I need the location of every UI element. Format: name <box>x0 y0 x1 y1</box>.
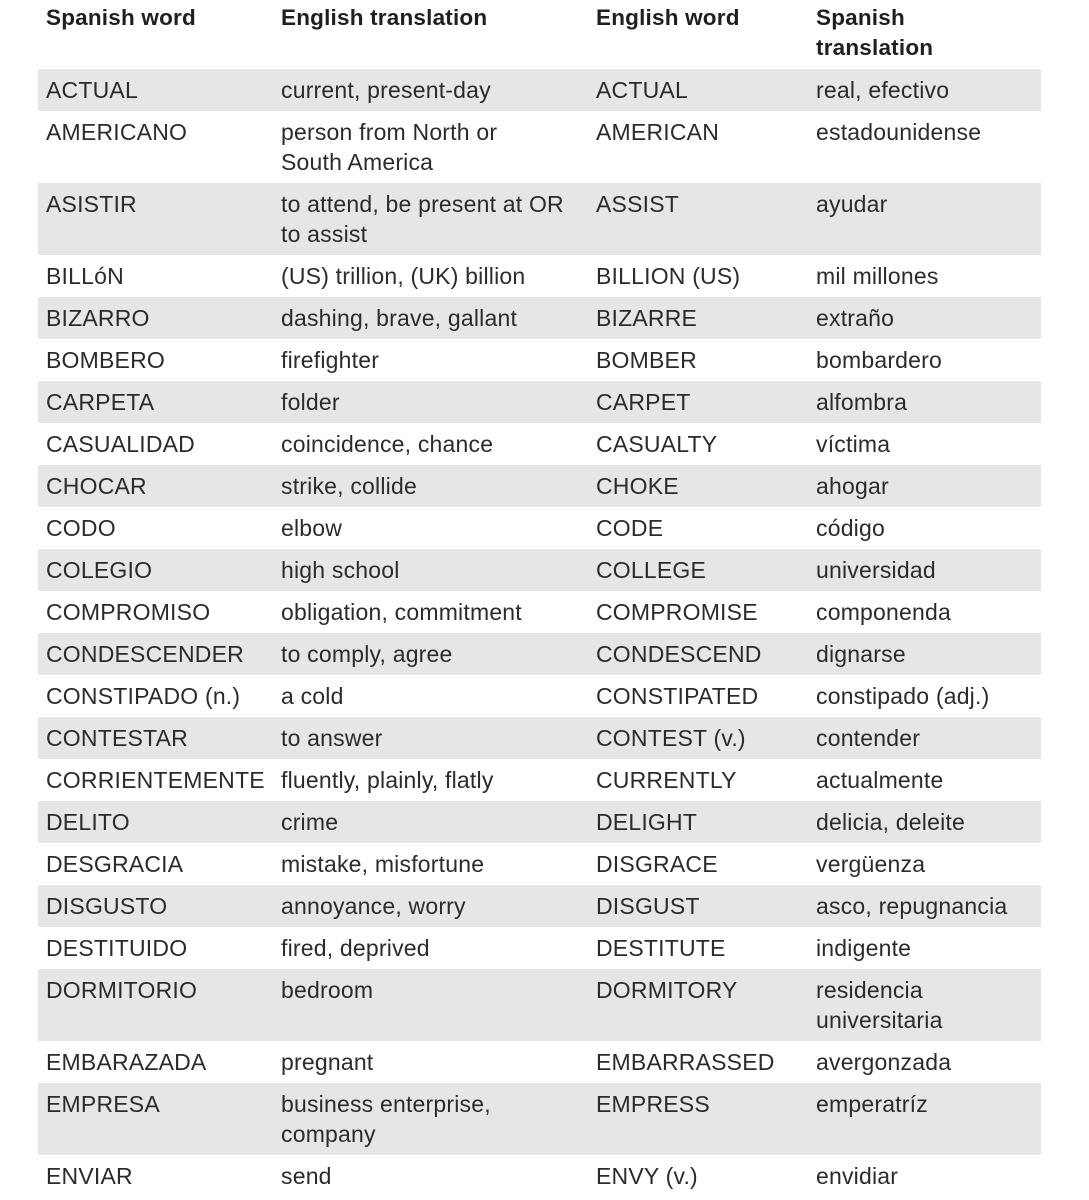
header-spanish-translation <box>808 0 1041 69</box>
cell-spanish-word <box>38 591 273 633</box>
cell-text: componenda <box>816 599 951 625</box>
cell-text: emperatríz <box>816 1091 928 1117</box>
cell-text: DORMITORIO <box>46 977 198 1003</box>
cell-english-translation <box>273 969 588 1041</box>
cell-text: DISGUSTO <box>46 893 168 919</box>
cell-text: DISGUST <box>596 893 700 919</box>
cell-text: ACTUAL <box>596 77 688 103</box>
cell-text: ASISTIR <box>46 191 137 217</box>
cell-text: alfombra <box>816 389 908 415</box>
cell-english-word <box>588 1155 808 1197</box>
cell-spanish-word <box>38 69 273 111</box>
cell-spanish-word <box>38 717 273 759</box>
cell-text: estadounidense <box>816 119 982 145</box>
cell-text: BIZARRO <box>46 305 150 331</box>
table-row <box>38 423 1041 465</box>
cell-english-translation <box>273 801 588 843</box>
cell-text: to assist <box>281 221 368 247</box>
cell-english-word <box>588 423 808 465</box>
cell-english-translation <box>273 255 588 297</box>
cell-spanish-translation <box>808 381 1041 423</box>
cell-text: fired, deprived <box>281 935 430 961</box>
cell-spanish-translation <box>808 759 1041 801</box>
cell-text: bombardero <box>816 347 943 373</box>
cell-spanish-word <box>38 843 273 885</box>
table-row <box>38 969 1041 1041</box>
cell-english-word <box>588 465 808 507</box>
table-row <box>38 69 1041 111</box>
cell-english-word <box>588 69 808 111</box>
cell-spanish-word <box>38 423 273 465</box>
cell-english-translation <box>273 633 588 675</box>
cell-spanish-translation <box>808 111 1041 183</box>
cell-text: CONSTIPADO (n.) <box>46 683 241 709</box>
table-row <box>38 1041 1041 1083</box>
cell-spanish-translation <box>808 465 1041 507</box>
cell-text: current, present-day <box>281 77 491 103</box>
table-row <box>38 801 1041 843</box>
cell-spanish-translation <box>808 927 1041 969</box>
header-spanish-word <box>38 0 273 69</box>
cell-text: mil millones <box>816 263 939 289</box>
cell-text: DESTITUIDO <box>46 935 188 961</box>
cell-spanish-word <box>38 801 273 843</box>
cell-text: CONDESCEND <box>596 641 762 667</box>
cell-text: BOMBERO <box>46 347 165 373</box>
cell-spanish-word <box>38 927 273 969</box>
cell-english-word <box>588 759 808 801</box>
cell-text: CURRENTLY <box>596 767 737 793</box>
cell-english-word <box>588 1083 808 1155</box>
header-english-translation <box>273 0 588 69</box>
cell-text: AMERICANO <box>46 119 188 145</box>
cell-spanish-translation <box>808 675 1041 717</box>
cell-text: COMPROMISO <box>46 599 211 625</box>
cell-spanish-translation <box>808 1041 1041 1083</box>
cell-english-translation <box>273 339 588 381</box>
cell-text: universidad <box>816 557 936 583</box>
cell-spanish-translation <box>808 801 1041 843</box>
cell-english-word <box>588 1041 808 1083</box>
cell-spanish-translation <box>808 843 1041 885</box>
cell-english-word <box>588 339 808 381</box>
cell-text: to comply, agree <box>281 641 453 667</box>
table-row <box>38 111 1041 183</box>
cell-text: CORRIENTEMENTE <box>46 767 265 793</box>
cell-english-translation <box>273 927 588 969</box>
cell-english-word <box>588 675 808 717</box>
cell-text: BILLION (US) <box>596 263 741 289</box>
cell-spanish-word <box>38 759 273 801</box>
cell-english-word <box>588 255 808 297</box>
cell-english-translation <box>273 111 588 183</box>
cell-text: person from North or <box>281 119 498 145</box>
cell-english-word <box>588 507 808 549</box>
cell-english-translation <box>273 843 588 885</box>
table-row <box>38 927 1041 969</box>
table-body <box>38 69 1041 1197</box>
cell-text: DELITO <box>46 809 130 835</box>
cell-spanish-translation <box>808 549 1041 591</box>
cell-english-translation <box>273 69 588 111</box>
cell-text: CARPET <box>596 389 691 415</box>
table-row <box>38 465 1041 507</box>
cell-text: COLLEGE <box>596 557 707 583</box>
cell-english-word <box>588 801 808 843</box>
cell-english-translation <box>273 591 588 633</box>
cell-english-translation <box>273 381 588 423</box>
cell-spanish-word <box>38 381 273 423</box>
table-row <box>38 591 1041 633</box>
cell-text: real, efectivo <box>816 77 950 103</box>
table-row <box>38 843 1041 885</box>
cell-english-word <box>588 549 808 591</box>
cell-text: fluently, plainly, flatly <box>281 767 494 793</box>
cell-english-word <box>588 633 808 675</box>
cell-english-word <box>588 969 808 1041</box>
cell-text: ayudar <box>816 191 888 217</box>
cell-spanish-translation <box>808 885 1041 927</box>
table-row <box>38 381 1041 423</box>
cell-text: a cold <box>281 683 344 709</box>
cell-spanish-word <box>38 183 273 255</box>
table-row <box>38 885 1041 927</box>
header-label: translation <box>816 35 934 60</box>
cell-english-word <box>588 111 808 183</box>
cell-text: CONTESTAR <box>46 725 188 751</box>
cell-text: CONTEST (v.) <box>596 725 746 751</box>
cell-text: asco, repugnancia <box>816 893 1008 919</box>
cell-text: envidiar <box>816 1163 899 1189</box>
cell-spanish-word <box>38 255 273 297</box>
cell-text: víctima <box>816 431 891 457</box>
cell-spanish-word <box>38 969 273 1041</box>
cell-text: COLEGIO <box>46 557 153 583</box>
false-friends-table <box>38 0 1041 1197</box>
cell-text: CONSTIPATED <box>596 683 759 709</box>
cell-text: CONDESCENDER <box>46 641 244 667</box>
cell-text: constipado (adj.) <box>816 683 990 709</box>
cell-text: obligation, commitment <box>281 599 522 625</box>
header-label: English translation <box>281 5 488 30</box>
table-row <box>38 297 1041 339</box>
cell-text: bedroom <box>281 977 374 1003</box>
cell-text: ENVIAR <box>46 1163 133 1189</box>
cell-text: ACTUAL <box>46 77 138 103</box>
cell-spanish-translation <box>808 255 1041 297</box>
cell-text: elbow <box>281 515 343 541</box>
cell-text: indigente <box>816 935 912 961</box>
cell-spanish-translation <box>808 1083 1041 1155</box>
cell-english-translation <box>273 1155 588 1197</box>
cell-english-translation <box>273 507 588 549</box>
cell-text: universitaria <box>816 1007 943 1033</box>
cell-text: mistake, misfortune <box>281 851 485 877</box>
table-row <box>38 183 1041 255</box>
cell-text: avergonzada <box>816 1049 952 1075</box>
cell-spanish-translation <box>808 69 1041 111</box>
cell-spanish-word <box>38 675 273 717</box>
cell-text: EMBARRASSED <box>596 1049 775 1075</box>
cell-spanish-word <box>38 549 273 591</box>
cell-english-word <box>588 885 808 927</box>
table-row <box>38 549 1041 591</box>
table-row <box>38 633 1041 675</box>
cell-spanish-word <box>38 507 273 549</box>
header-label: English word <box>596 5 740 30</box>
cell-spanish-word <box>38 465 273 507</box>
cell-english-word <box>588 927 808 969</box>
cell-text: DORMITORY <box>596 977 738 1003</box>
cell-spanish-translation <box>808 423 1041 465</box>
cell-spanish-translation <box>808 183 1041 255</box>
cell-text: CODO <box>46 515 116 541</box>
cell-text: delicia, deleite <box>816 809 965 835</box>
cell-spanish-word <box>38 633 273 675</box>
cell-spanish-translation <box>808 717 1041 759</box>
table-row <box>38 675 1041 717</box>
cell-text: BILLóN <box>46 263 124 289</box>
cell-text: BOMBER <box>596 347 697 373</box>
cell-text: company <box>281 1121 376 1147</box>
cell-text: dignarse <box>816 641 906 667</box>
cell-text: ENVY (v.) <box>596 1163 698 1189</box>
cell-english-word <box>588 297 808 339</box>
cell-spanish-word <box>38 885 273 927</box>
cell-english-word <box>588 183 808 255</box>
cell-text: AMERICAN <box>596 119 720 145</box>
cell-spanish-word <box>38 297 273 339</box>
cell-text: código <box>816 515 885 541</box>
cell-text: CASUALTY <box>596 431 718 457</box>
cell-text: crime <box>281 809 339 835</box>
cell-spanish-word <box>38 111 273 183</box>
header-english-word <box>588 0 808 69</box>
cell-english-translation <box>273 549 588 591</box>
cell-spanish-translation <box>808 633 1041 675</box>
cell-text: business enterprise, <box>281 1091 491 1117</box>
cell-text: ahogar <box>816 473 889 499</box>
cell-text: contender <box>816 725 921 751</box>
cell-text: South America <box>281 149 434 175</box>
cell-text: coincidence, chance <box>281 431 494 457</box>
cell-text: vergüenza <box>816 851 926 877</box>
cell-spanish-translation <box>808 507 1041 549</box>
cell-text: BIZARRE <box>596 305 698 331</box>
table-row <box>38 339 1041 381</box>
cell-text: high school <box>281 557 400 583</box>
cell-english-word <box>588 591 808 633</box>
cell-text: send <box>281 1163 332 1189</box>
table-header <box>38 0 1041 69</box>
cell-text: (US) trillion, (UK) billion <box>281 263 526 289</box>
cell-english-translation <box>273 1083 588 1155</box>
cell-text: residencia <box>816 977 923 1003</box>
cell-english-word <box>588 843 808 885</box>
cell-text: ASSIST <box>596 191 680 217</box>
cell-text: DESGRACIA <box>46 851 184 877</box>
cell-english-translation <box>273 423 588 465</box>
cell-text: strike, collide <box>281 473 417 499</box>
cell-spanish-translation <box>808 969 1041 1041</box>
cell-english-word <box>588 381 808 423</box>
cell-text: CHOCAR <box>46 473 147 499</box>
table-row <box>38 255 1041 297</box>
cell-english-translation <box>273 885 588 927</box>
header-label: Spanish <box>816 5 905 30</box>
cell-text: DISGRACE <box>596 851 718 877</box>
cell-english-translation <box>273 183 588 255</box>
cell-text: actualmente <box>816 767 944 793</box>
table-row <box>38 1155 1041 1197</box>
cell-text: annoyance, worry <box>281 893 466 919</box>
cell-english-translation <box>273 675 588 717</box>
cell-text: CODE <box>596 515 664 541</box>
cell-spanish-word <box>38 1041 273 1083</box>
cell-english-translation <box>273 1041 588 1083</box>
cell-text: CASUALIDAD <box>46 431 195 457</box>
header-label: Spanish word <box>46 5 196 30</box>
cell-text: to attend, be present at OR <box>281 191 564 217</box>
cell-text: DESTITUTE <box>596 935 726 961</box>
cell-english-word <box>588 717 808 759</box>
cell-text: CARPETA <box>46 389 155 415</box>
cell-english-translation <box>273 465 588 507</box>
table-row <box>38 717 1041 759</box>
cell-spanish-word <box>38 339 273 381</box>
cell-english-translation <box>273 717 588 759</box>
cell-spanish-word <box>38 1155 273 1197</box>
table-row <box>38 759 1041 801</box>
cell-text: DELIGHT <box>596 809 698 835</box>
cell-text: EMBARAZADA <box>46 1049 207 1075</box>
cell-text: firefighter <box>281 347 380 373</box>
cell-text: pregnant <box>281 1049 374 1075</box>
cell-spanish-word <box>38 1083 273 1155</box>
cell-english-translation <box>273 759 588 801</box>
cell-text: folder <box>281 389 340 415</box>
cell-spanish-translation <box>808 339 1041 381</box>
table-row <box>38 1083 1041 1155</box>
cell-spanish-translation <box>808 591 1041 633</box>
cell-text: extraño <box>816 305 895 331</box>
cell-spanish-translation <box>808 297 1041 339</box>
cell-text: CHOKE <box>596 473 679 499</box>
cell-text: EMPRESS <box>596 1091 710 1117</box>
cell-text: dashing, brave, gallant <box>281 305 518 331</box>
cell-spanish-translation <box>808 1155 1041 1197</box>
cell-text: EMPRESA <box>46 1091 160 1117</box>
cell-english-translation <box>273 297 588 339</box>
cell-text: to answer <box>281 725 383 751</box>
cell-text: COMPROMISE <box>596 599 758 625</box>
table-row <box>38 507 1041 549</box>
